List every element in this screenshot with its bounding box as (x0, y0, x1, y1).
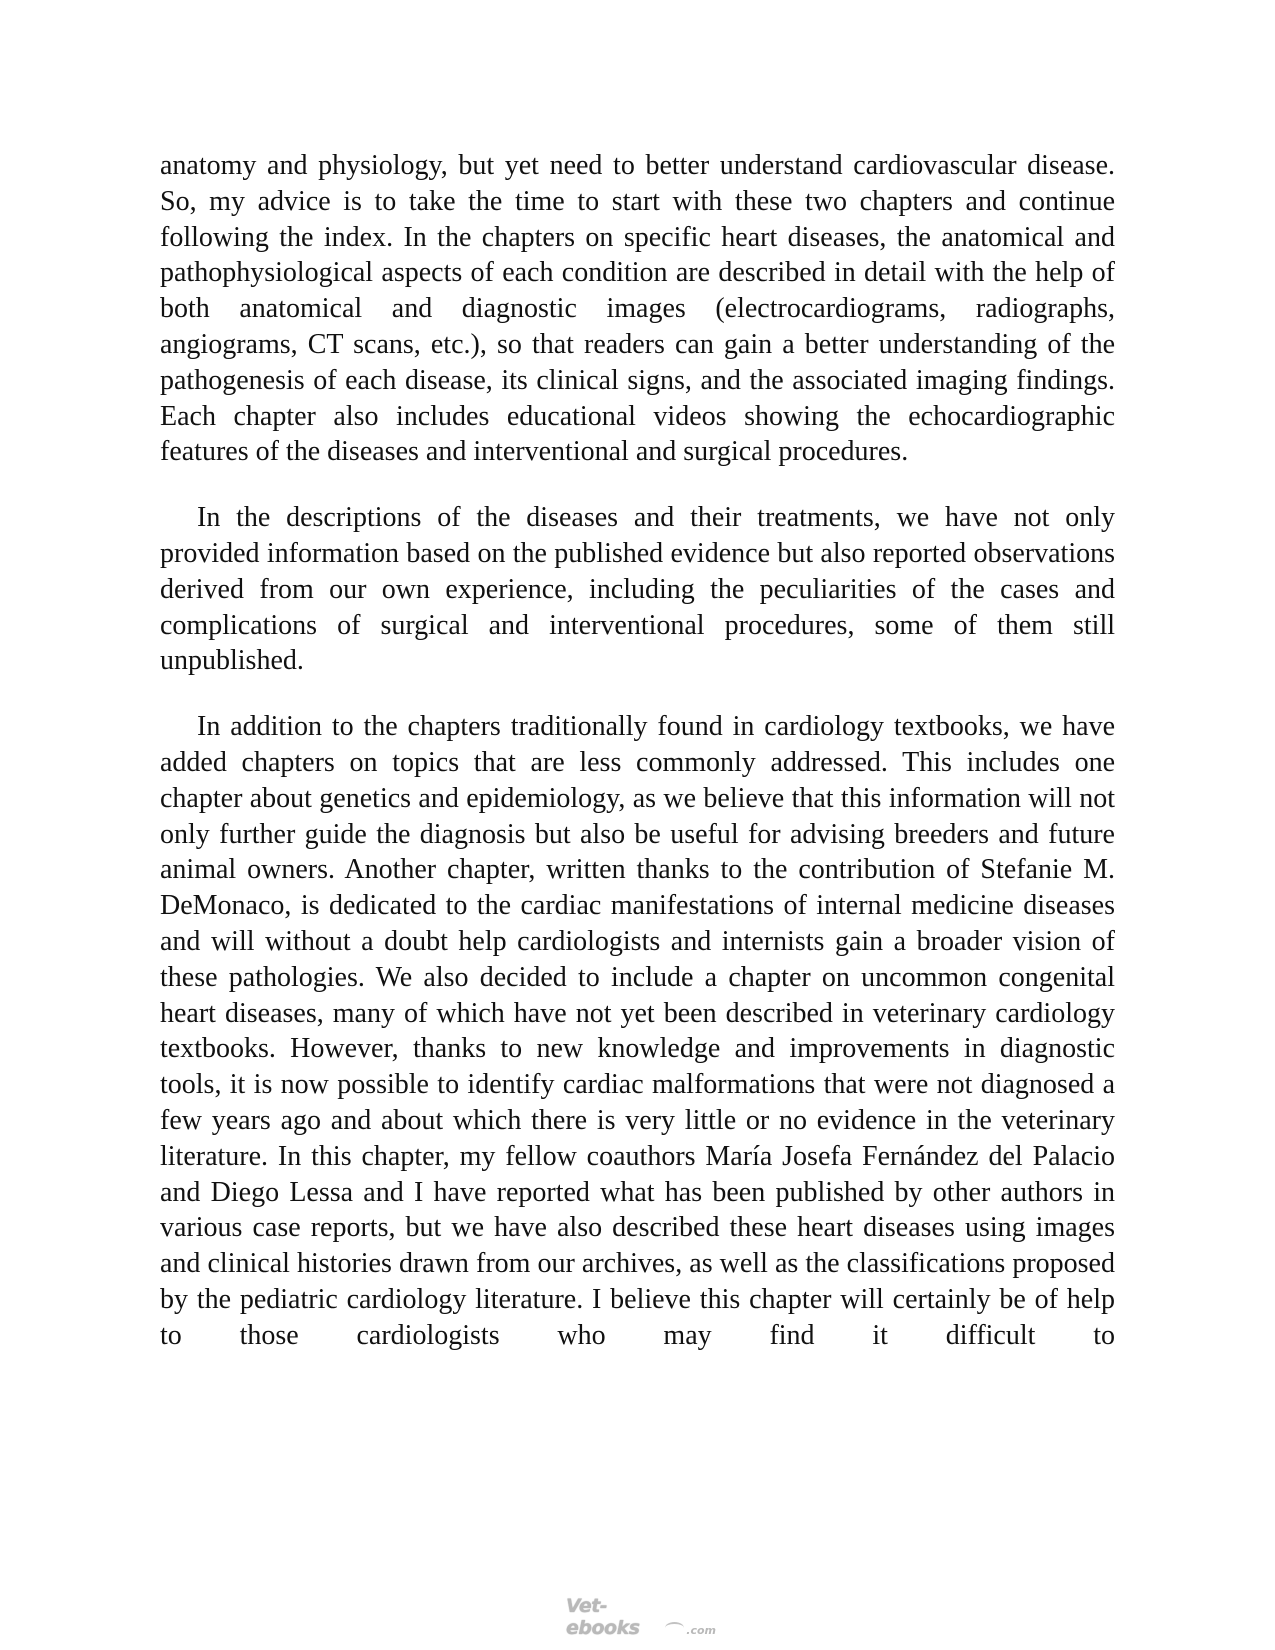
paragraph-3: In addition to the chapters traditionally found in cardiology textbooks, we have added chapters on topics that are less commonly addressed. This includes one chapter about genetics and epidemiology, as we believe that this information will not only further guide the diagnosis but also be useful for advising breeders and future animal owners. Another chapter, written thanks to the contribution of Stefanie M. DeMonaco, is dedicated to the cardiac manifestations of internal medicine diseases and will without a doubt help cardiologists and internists gain a broader vision of these pathologies. We also decided to include a chapter on uncommon congenital heart diseases, many of which have not yet been described in veterinary cardiology textbooks. However, thanks to new knowledge and improvements in diagnostic tools, it is now possible to identify cardiac malformations that were not diagnosed a few years ago and about which there is very little or no evidence in the veterinary literature. In this chapter, my fellow coauthors María Josefa Fernández del Palacio and Diego Lessa and I have reported what has been published by other authors in various case reports, but we have also described these heart diseases using images and clinical histories drawn from our archives, as well as the classifications proposed by the pediatric cardiology literature. I believe this chapter will certainly be of help to those cardiologists who may find it difficult to (160, 711, 1115, 1351)
watermark-logo-text: Vet-ebooks (566, 1595, 640, 1639)
paragraph-1: anatomy and physiology, but yet need to better understand cardiovascular disease. So, my advice is to take the time to start with these two chapters and continue following the index. In the chapters on specific heart diseases, the anatomical and pathophysiological aspects of each condition are described in detail with the help of both anatomical and diagnostic images (electrocardiograms, radiographs, angiograms, CT scans, etc.), so that readers can gain a better understanding of the pathogenesis of each disease, its clinical signs, and the associated imaging findings. Each chapter also includes educational videos showing the echocardiographic features of the diseases and interventional and surgical procedures. (160, 150, 1115, 468)
paragraph-2: In the descriptions of the diseases and their treatments, we have not only provided information based on the published evidence but also reported observations derived from our own experience, including the peculiarities of the cases and complications of surgical and interventional procedures, some of them still unpublished. (160, 502, 1115, 677)
watermark-domain: .com (686, 1624, 716, 1637)
document-body (160, 148, 1115, 1384)
watermark-logo (566, 1595, 716, 1639)
books-icon (665, 1622, 684, 1634)
